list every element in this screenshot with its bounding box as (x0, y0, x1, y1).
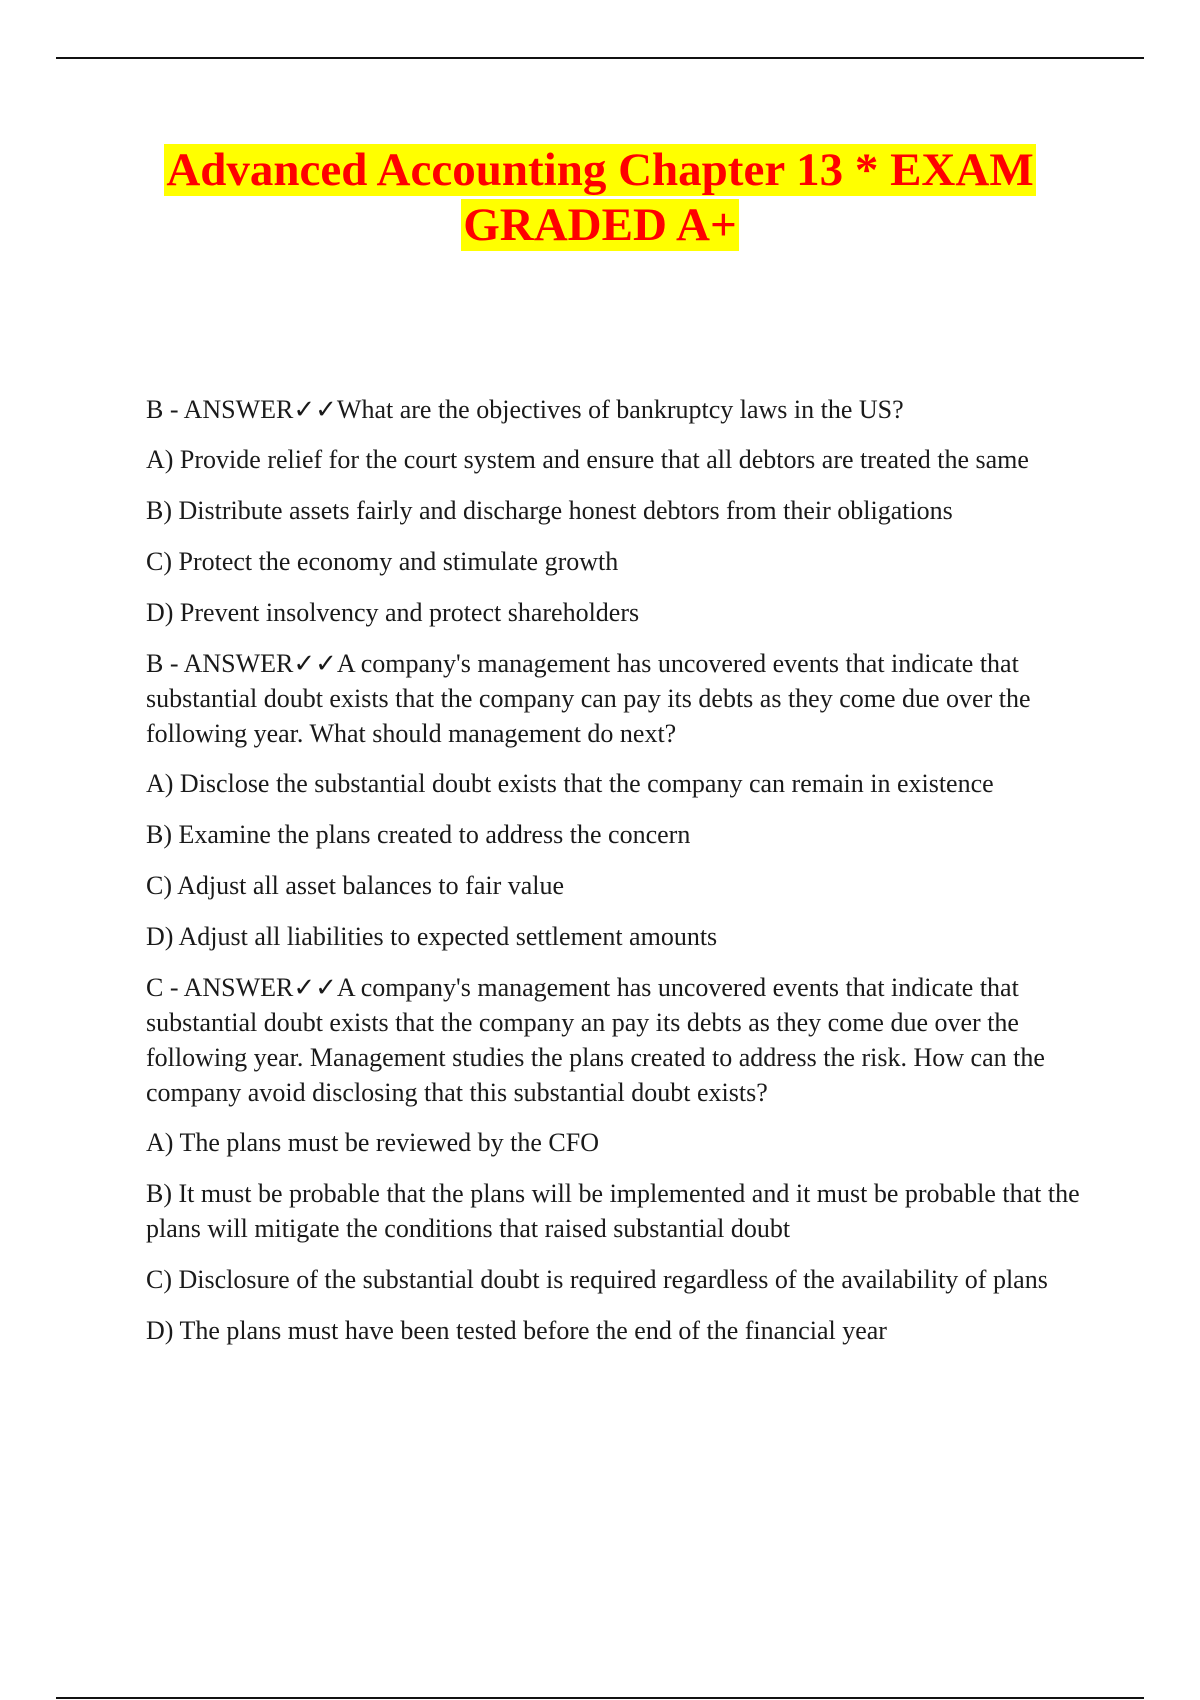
question-text: B - ANSWER✓✓A company's management has uncovered events that indicate that substantial doubt exists that the company can pay its debts as they come due over the following year. What should management do next? (146, 649, 1038, 748)
answer-option: B) It must be probable that the plans will be implemented and it must be probable that the plans will mitigate the conditions that raised substantial doubt (146, 1179, 1087, 1243)
answer-option: D) Prevent insolvency and protect shareholders (146, 598, 640, 627)
answer-option: A) Provide relief for the court system and ensure that all debtors are treated the same (146, 445, 1029, 474)
question-block (146, 970, 1086, 1348)
answer-option: B) Examine the plans created to address the concern (146, 820, 691, 849)
question-text: C - ANSWER✓✓A company's management has uncovered events that indicate that substantial doubt exists that the company an pay its debts as they come due over the following year. Management studies the plans created to address the risk. How can the company avoid disclosing that this substantial doubt exists? (146, 973, 1052, 1107)
answer-option: A) Disclose the substantial doubt exists that the company can remain in existence (146, 769, 994, 798)
document-title (0, 143, 1200, 253)
question-block (146, 392, 1086, 630)
title-line-1: Advanced Accounting Chapter 13 * EXAM (166, 144, 1034, 196)
title-line-2: GRADED A+ (463, 199, 737, 251)
answer-option: B) Distribute assets fairly and discharge honest debtors from their obligations (146, 496, 953, 525)
question-text: B - ANSWER✓✓What are the objectives of bankruptcy laws in the US? (146, 395, 904, 424)
answer-option: C) Protect the economy and stimulate growth (146, 547, 619, 576)
answer-option: A) The plans must be reviewed by the CFO (146, 1128, 599, 1157)
answer-option: C) Adjust all asset balances to fair value (146, 871, 565, 900)
answer-option: C) Disclosure of the substantial doubt is required regardless of the availability of plans (146, 1265, 1048, 1294)
answer-option: D) The plans must have been tested before the end of the financial year (146, 1316, 887, 1345)
footer-rule (56, 1697, 1144, 1699)
answer-option: D) Adjust all liabilities to expected settlement amounts (146, 922, 718, 951)
header-rule (56, 57, 1144, 59)
document-body (146, 392, 1086, 1364)
question-block (146, 646, 1086, 954)
